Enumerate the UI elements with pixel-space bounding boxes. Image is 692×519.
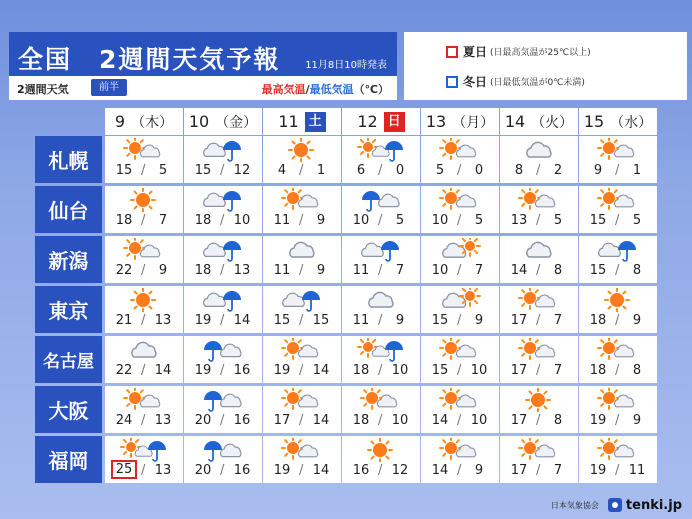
winter-day-desc: (日最低気温が0℃未満) [490, 78, 585, 88]
tenki-logo-icon [607, 497, 623, 513]
forecast-cell [342, 286, 420, 333]
temp-separator: / [615, 213, 620, 228]
cloud-icon [515, 138, 561, 162]
forecast-cell [105, 336, 183, 383]
cloud-rain-icon [199, 288, 245, 312]
temp-separator: / [378, 213, 383, 228]
forecast-cell [579, 386, 657, 433]
high-temp: 10 [352, 213, 370, 228]
high-temp: 19 [273, 363, 291, 378]
temperature-legend [262, 81, 389, 97]
high-temp: 15 [273, 313, 291, 328]
high-temp: 24 [115, 413, 133, 428]
forecast-cell [184, 386, 262, 433]
high-temp: 15 [431, 313, 449, 328]
high-temp: 10 [431, 213, 449, 228]
temp-separator: / [299, 213, 304, 228]
high-temp: 22 [115, 363, 133, 378]
low-temp: 14 [233, 313, 251, 328]
low-temp: 13 [154, 413, 172, 428]
sun-cloud-icon [594, 138, 640, 162]
sun-cloud-icon [436, 388, 482, 412]
low-temp: 14 [312, 363, 330, 378]
high-temp: 18 [194, 213, 212, 228]
low-temp: 13 [154, 463, 172, 478]
day-number: 9 [114, 112, 126, 131]
temp-unit: （℃） [353, 83, 389, 96]
forecast-cell [579, 136, 657, 183]
low-temp: 14 [312, 463, 330, 478]
low-temp: 1 [316, 163, 326, 178]
high-temp: 14 [431, 463, 449, 478]
forecast-cell [342, 136, 420, 183]
temp-separator: / [457, 263, 462, 278]
high-temp: 18 [194, 263, 212, 278]
day-header [500, 108, 578, 135]
sun-cloud-icon [436, 188, 482, 212]
cloud-rain-icon [199, 138, 245, 162]
city-label: 新潟 [35, 236, 102, 283]
temp-separator: / [536, 313, 541, 328]
temp-separator: / [220, 413, 225, 428]
forecast-cell [421, 286, 499, 333]
forecast-cell [184, 236, 262, 283]
legend-separator: / [305, 83, 310, 96]
sun-cloud-icon [515, 188, 561, 212]
temp-separator: / [536, 163, 541, 178]
low-temp: 8 [553, 263, 563, 278]
low-temp: 7 [553, 463, 563, 478]
temp-separator: / [615, 163, 620, 178]
winter-day-swatch [446, 76, 458, 88]
low-temp: 7 [553, 363, 563, 378]
city-label: 福岡 [35, 436, 102, 483]
low-temp: 8 [632, 263, 642, 278]
temp-separator: / [536, 413, 541, 428]
high-temp: 22 [115, 263, 133, 278]
temp-separator: / [457, 363, 462, 378]
temp-separator: / [457, 463, 462, 478]
winter-day-name: 冬日 [463, 75, 488, 89]
forecast-cell [579, 186, 657, 233]
day-number: 13 [425, 112, 447, 131]
temp-separator: / [378, 363, 383, 378]
day-number: 11 [278, 112, 299, 131]
high-temp: 8 [514, 163, 524, 178]
high-temp: 11 [273, 213, 291, 228]
weekday-label: （水） [610, 114, 653, 131]
temp-separator: / [536, 263, 541, 278]
forecast-cell [184, 286, 262, 333]
page-title: 全国 2週間天気予報 [18, 45, 281, 74]
high-temp: 5 [435, 163, 445, 178]
forecast-cell [342, 386, 420, 433]
low-temp: 14 [154, 363, 172, 378]
forecast-cell [263, 386, 341, 433]
rain-cloud-icon [199, 438, 245, 462]
day-number: 12 [357, 112, 378, 131]
temp-separator: / [615, 313, 620, 328]
temp-separator: / [378, 463, 383, 478]
high-temp: 15 [115, 163, 133, 178]
cloud-rain-icon [357, 238, 403, 262]
low-temp: 5 [553, 213, 563, 228]
day-number: 10 [188, 112, 210, 131]
temp-separator: / [220, 213, 225, 228]
issued-time: 11月8日10時発表 [305, 60, 387, 71]
low-temp: 12 [233, 163, 251, 178]
forecast-cell [579, 336, 657, 383]
forecast-cell [184, 186, 262, 233]
high-temp: 18 [589, 313, 607, 328]
high-temp: 11 [352, 263, 370, 278]
low-temp: 13 [154, 313, 172, 328]
sun-cloud-icon [436, 338, 482, 362]
sun-cloud-icon [436, 138, 482, 162]
sun-cloud-icon [594, 388, 640, 412]
forecast-cell [105, 286, 183, 333]
summer-day-swatch [446, 46, 458, 58]
forecast-cell [579, 286, 657, 333]
temp-separator: / [220, 463, 225, 478]
rain-cloud-icon [199, 388, 245, 412]
sun-cloud-icon [278, 388, 324, 412]
sun-cloud-icon [515, 288, 561, 312]
forecast-cell [500, 386, 578, 433]
high-temp: 9 [593, 163, 603, 178]
low-temp: 2 [553, 163, 563, 178]
winter-day-legend [446, 73, 585, 90]
forecast-cell [342, 436, 420, 483]
high-temp: 25 [111, 460, 137, 479]
rain-cloud-icon [199, 338, 245, 362]
tenki-brand: tenki.jp [625, 497, 682, 513]
low-temp: 9 [632, 413, 642, 428]
forecast-cell [263, 336, 341, 383]
day-number: 15 [583, 112, 605, 131]
forecast-cell [342, 336, 420, 383]
city-label: 大阪 [35, 386, 102, 433]
forecast-cell [105, 136, 183, 183]
low-temp: 9 [474, 313, 484, 328]
low-temp-legend: 最低気温 [309, 83, 354, 96]
low-temp: 1 [632, 163, 642, 178]
temp-separator: / [457, 213, 462, 228]
high-temp: 15 [589, 213, 607, 228]
day-header [342, 108, 420, 135]
high-temp: 18 [352, 363, 370, 378]
forecast-cell [421, 136, 499, 183]
cloud-icon [357, 288, 403, 312]
sun-icon [120, 188, 166, 212]
temp-separator: / [141, 463, 146, 478]
forecast-cell [263, 136, 341, 183]
sun-icon [357, 438, 403, 462]
temp-separator: / [220, 163, 225, 178]
temp-separator: / [378, 163, 383, 178]
first-half-badge: 前半 [91, 79, 127, 96]
high-temp: 19 [273, 463, 291, 478]
high-temp: 18 [589, 363, 607, 378]
temp-separator: / [299, 463, 304, 478]
sun-cloud-rain-icon [120, 438, 166, 462]
temp-separator: / [536, 463, 541, 478]
high-temp: 11 [352, 313, 370, 328]
high-temp: 17 [273, 413, 291, 428]
high-temp: 19 [589, 413, 607, 428]
forecast-cell [500, 436, 578, 483]
high-temp-legend: 最高気温 [261, 83, 306, 96]
day-header [105, 108, 183, 135]
high-temp: 15 [431, 363, 449, 378]
forecast-cell [184, 336, 262, 383]
temp-separator: / [615, 413, 620, 428]
temp-separator: / [299, 163, 304, 178]
day-header [184, 108, 262, 135]
cloud-icon [515, 238, 561, 262]
summer-day-legend [446, 43, 591, 60]
low-temp: 9 [395, 313, 405, 328]
low-temp: 9 [316, 263, 326, 278]
temp-separator: / [220, 263, 225, 278]
temp-separator: / [457, 413, 462, 428]
sub-header-bar [9, 76, 397, 100]
sun-icon [515, 388, 561, 412]
forecast-cell [500, 136, 578, 183]
forecast-cell [421, 436, 499, 483]
high-temp: 14 [431, 413, 449, 428]
low-temp: 10 [391, 363, 409, 378]
day-type-legend [404, 32, 687, 100]
temp-separator: / [378, 413, 383, 428]
high-temp: 6 [356, 163, 366, 178]
sun-cloud-icon [278, 438, 324, 462]
high-temp: 17 [510, 363, 528, 378]
high-temp: 19 [589, 463, 607, 478]
forecast-cell [342, 236, 420, 283]
temp-separator: / [299, 363, 304, 378]
low-temp: 0 [474, 163, 484, 178]
forecast-cell [500, 286, 578, 333]
sun-icon [594, 288, 640, 312]
forecast-period-label: 2週間天気 [17, 83, 69, 96]
forecast-cell [184, 136, 262, 183]
weekday-label: 土 [305, 112, 326, 132]
high-temp: 19 [194, 313, 212, 328]
low-temp: 15 [312, 313, 330, 328]
low-temp: 0 [395, 163, 405, 178]
forecast-cell [263, 436, 341, 483]
low-temp: 9 [474, 463, 484, 478]
sun-cloud-icon [515, 338, 561, 362]
cloud-icon [120, 338, 166, 362]
forecast-cell [263, 186, 341, 233]
forecast-cell [263, 286, 341, 333]
low-temp: 9 [632, 313, 642, 328]
low-temp: 5 [474, 213, 484, 228]
low-temp: 7 [395, 263, 405, 278]
temp-separator: / [536, 213, 541, 228]
temp-separator: / [536, 363, 541, 378]
sun-icon [278, 138, 324, 162]
low-temp: 9 [158, 263, 168, 278]
weekday-label: （金） [215, 114, 258, 131]
high-temp: 18 [352, 413, 370, 428]
high-temp: 18 [115, 213, 133, 228]
low-temp: 13 [233, 263, 251, 278]
sun-cloud-rain-icon [357, 338, 403, 362]
high-temp: 20 [194, 463, 212, 478]
low-temp: 9 [316, 213, 326, 228]
low-temp: 14 [312, 413, 330, 428]
sun-cloud-icon [594, 188, 640, 212]
high-temp: 14 [510, 263, 528, 278]
high-temp: 11 [273, 263, 291, 278]
high-temp: 15 [589, 263, 607, 278]
cloud-rain-icon [199, 188, 245, 212]
low-temp: 5 [395, 213, 405, 228]
temp-separator: / [378, 313, 383, 328]
city-label: 東京 [35, 286, 102, 333]
temp-separator: / [141, 163, 146, 178]
high-temp: 10 [431, 263, 449, 278]
temp-separator: / [615, 363, 620, 378]
sun-cloud-icon [436, 438, 482, 462]
forecast-cell [500, 236, 578, 283]
high-temp: 17 [510, 463, 528, 478]
forecast-cell [105, 436, 183, 483]
sun-cloud-rain-icon [357, 138, 403, 162]
city-label: 名古屋 [35, 336, 102, 383]
tenki-logo [607, 497, 682, 513]
low-temp: 16 [233, 413, 251, 428]
high-temp: 4 [277, 163, 287, 178]
high-temp: 17 [510, 313, 528, 328]
city-label: 仙台 [35, 186, 102, 233]
sun-cloud-icon [120, 238, 166, 262]
temp-separator: / [378, 263, 383, 278]
sun-cloud-icon [278, 338, 324, 362]
temp-separator: / [141, 313, 146, 328]
temp-separator: / [141, 363, 146, 378]
low-temp: 16 [233, 463, 251, 478]
low-temp: 7 [474, 263, 484, 278]
footer [551, 497, 682, 513]
sun-cloud-icon [120, 138, 166, 162]
forecast-cell [184, 436, 262, 483]
low-temp: 10 [470, 413, 488, 428]
cloud-icon [278, 238, 324, 262]
forecast-cell [105, 186, 183, 233]
sun-cloud-icon [278, 188, 324, 212]
low-temp: 5 [632, 213, 642, 228]
forecast-cell [263, 236, 341, 283]
temp-separator: / [299, 263, 304, 278]
city-label: 札幌 [35, 136, 102, 183]
low-temp: 10 [470, 363, 488, 378]
forecast-cell [421, 336, 499, 383]
cloud-rain-icon [594, 238, 640, 262]
low-temp: 10 [233, 213, 251, 228]
high-temp: 17 [510, 413, 528, 428]
forecast-cell [421, 386, 499, 433]
day-header [263, 108, 341, 135]
weekday-label: （火） [531, 114, 574, 131]
forecast-cell [342, 186, 420, 233]
temp-separator: / [457, 163, 462, 178]
rain-cloud-icon [357, 188, 403, 212]
low-temp: 16 [233, 363, 251, 378]
sun-cloud-icon [515, 438, 561, 462]
cloud-sun-icon [436, 288, 482, 312]
temp-separator: / [220, 363, 225, 378]
forecast-cell [500, 336, 578, 383]
low-temp: 11 [628, 463, 646, 478]
low-temp: 5 [158, 163, 168, 178]
low-temp: 8 [553, 413, 563, 428]
high-temp: 21 [115, 313, 133, 328]
weekday-label: 日 [384, 112, 405, 132]
summer-day-name: 夏日 [463, 45, 488, 59]
cloud-rain-icon [278, 288, 324, 312]
forecast-cell [579, 236, 657, 283]
high-temp: 16 [352, 463, 370, 478]
temp-separator: / [457, 313, 462, 328]
cloud-sun-icon [436, 238, 482, 262]
forecast-cell [579, 436, 657, 483]
temp-separator: / [299, 313, 304, 328]
title-panel [9, 32, 397, 100]
forecast-cell [105, 386, 183, 433]
association-credit: 日本気象協会 [550, 500, 599, 510]
temp-separator: / [220, 313, 225, 328]
temp-separator: / [141, 413, 146, 428]
high-temp: 20 [194, 413, 212, 428]
cloud-rain-icon [199, 238, 245, 262]
sun-icon [120, 288, 166, 312]
temp-separator: / [615, 463, 620, 478]
high-temp: 15 [194, 163, 212, 178]
weekday-label: （月） [452, 114, 495, 131]
low-temp: 8 [632, 363, 642, 378]
low-temp: 12 [391, 463, 409, 478]
day-header [421, 108, 499, 135]
low-temp: 10 [391, 413, 409, 428]
low-temp: 7 [158, 213, 168, 228]
summer-day-desc: (日最高気温が25℃以上) [490, 48, 591, 58]
sun-cloud-icon [594, 338, 640, 362]
sun-cloud-icon [120, 388, 166, 412]
temp-separator: / [299, 413, 304, 428]
temp-separator: / [141, 263, 146, 278]
forecast-cell [421, 236, 499, 283]
forecast-cell [500, 186, 578, 233]
sun-cloud-icon [357, 388, 403, 412]
low-temp: 7 [553, 313, 563, 328]
forecast-cell [421, 186, 499, 233]
weekday-label: （木） [131, 114, 174, 131]
sun-cloud-icon [594, 438, 640, 462]
temp-separator: / [615, 263, 620, 278]
temp-separator: / [141, 213, 146, 228]
high-temp: 13 [510, 213, 528, 228]
day-number: 14 [504, 112, 526, 131]
forecast-cell [105, 236, 183, 283]
day-header [579, 108, 657, 135]
high-temp: 19 [194, 363, 212, 378]
